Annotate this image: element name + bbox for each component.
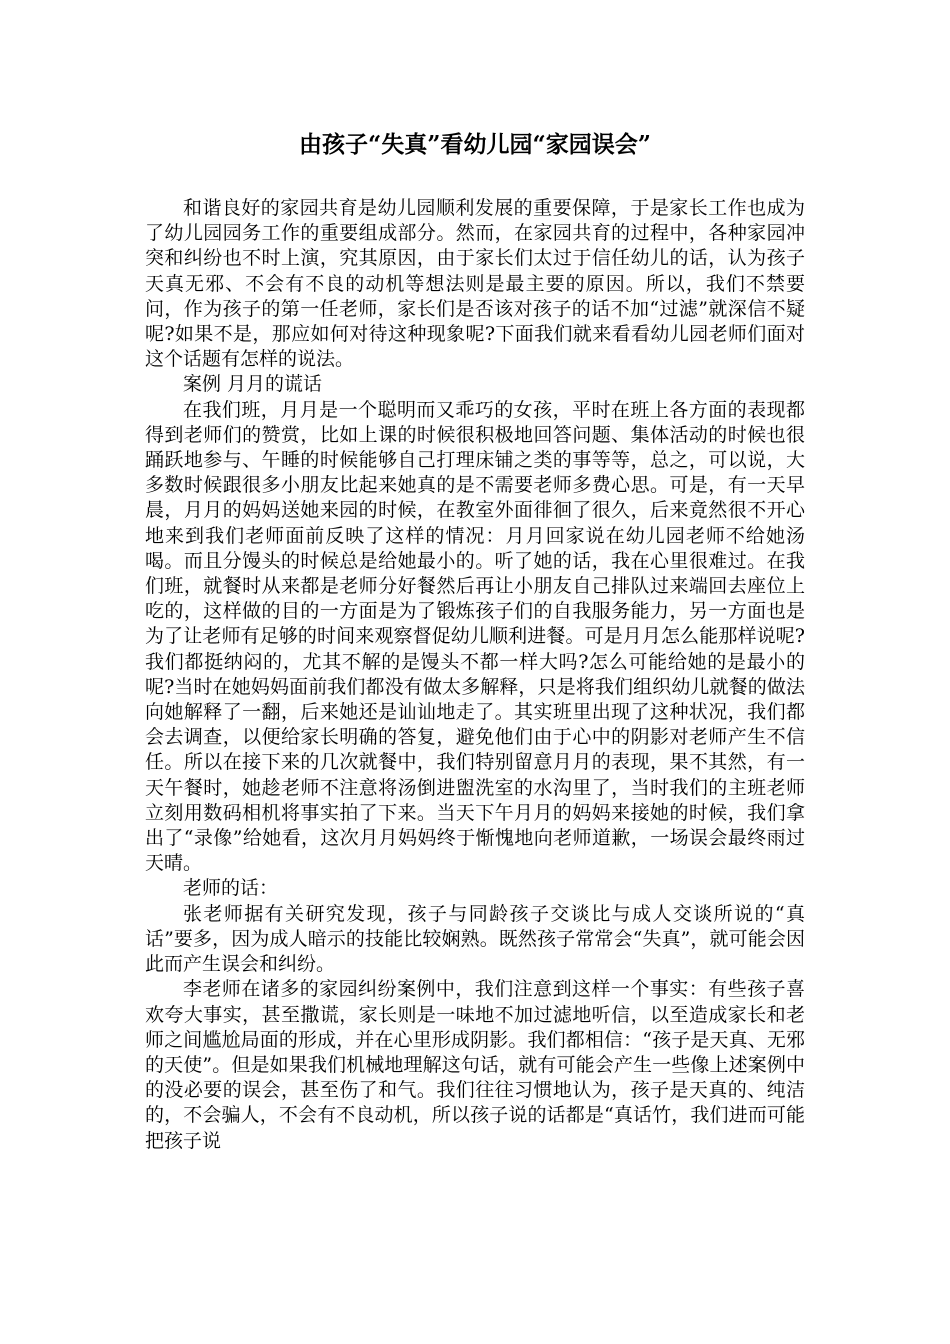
case-paragraph: 在我们班，月月是一个聪明而又乖巧的女孩，平时在班上各方面的表现都得到老师们的赞赏，比如上课的时候很积极地回答问题、集体活动的时候也很踊跃地参与、午睡的时候能够自己打理床铺之类的事等等，总之，可以说，大多数时候跟很多小朋友比起来她真的是不需要老师多费心思。可是，有一天早晨，月月的妈妈送她来园的时候，在教室外面徘徊了很久，后来竟然很不开心地来到我们老师面前反映了这样的情况：月月回家说在幼儿园老师不给她汤喝。而且分馒头的时候总是给她最小的。听了她的话，我在心里很难过。在我们班，就餐时从来都是老师分好餐然后再让小朋友自己排队过来端回去座位上吃的，这样做的目的一方面是为了锻炼孩子们的自我服务能力，另一方面也是为了让老师有足够的时间来观察督促幼儿顺利进餐。可是月月怎么能那样说呢?我们都挺纳闷的，尤其不解的是馒头不都一样大吗?怎么可能给她的是最小的呢?当时在她妈妈面前我们都没有做太多解释，只是将我们组织幼儿就餐的做法向她解释了一翻，后来她还是讪讪地走了。其实班里出现了这种状况，我们都会去调查，以便给家长明确的答复，避免他们由于心中的阴影对老师产生不信任。所以在接下来的几次就餐中，我们特别留意月月的表现，果不其然，有一天午餐时，她趁老师不注意将汤倒进盥洗室的水沟里了，当时我们的主班老师立刻用数码相机将事实拍了下来。当天下午月月的妈妈来接她的时候，我们拿出了“录像”给她看，这次月月妈妈终于惭愧地向老师道歉，一场误会最终雨过天晴。 bbox=[145, 398, 805, 875]
teacher-zhang-paragraph: 张老师据有关研究发现，孩子与同龄孩子交谈比与成人交谈所说的“真话”要多，因为成人暗示的技能比较娴熟。既然孩子常常会“失真”，就可能会因此而产生误会和纠纷。 bbox=[145, 902, 805, 976]
teacher-li-paragraph: 李老师在诸多的家园纠纷案例中，我们注意到这样一个事实：有些孩子喜欢夸大事实，甚至撒谎，家长则是一味地不加过滤地听信，以至造成家长和老师之间尴尬局面的形成，并在心里形成阴影。我们都相信：“孩子是天真、无邪的天使”。但是如果我们机械地理解这句话，就有可能会产生一些像上述案例中的没必要的误会，甚至伤了和气。我们往往习惯地认为，孩子是天真的、纯洁的，不会骗人，不会有不良动机，所以孩子说的话都是“真话竹，我们进而可能把孩子说 bbox=[145, 978, 805, 1152]
teacher-words-heading: 老师的话： bbox=[183, 877, 279, 900]
document-body bbox=[145, 196, 805, 1154]
case-heading: 案例 月月的谎话 bbox=[183, 373, 323, 396]
document-title: 由孩子“失真”看幼儿园“家园误会” bbox=[299, 131, 651, 158]
intro-paragraph: 和谐良好的家园共育是幼儿园顺利发展的重要保障，于是家长工作也成为了幼儿园园务工作的重要组成部分。然而，在家园共育的过程中，各种家园冲突和纠纷也不时上演，究其原因，由于家长们太过于信任幼儿的话，认为孩子天真无邪、不会有不良的动机等想法则是最主要的原因。所以，我们不禁要问，作为孩子的第一任老师，家长们是否该对孩子的话不加“过滤”就深信不疑呢?如果不是，那应如何对待这种现象呢?下面我们就来看看幼儿园老师们面对这个话题有怎样的说法。 bbox=[145, 197, 805, 371]
